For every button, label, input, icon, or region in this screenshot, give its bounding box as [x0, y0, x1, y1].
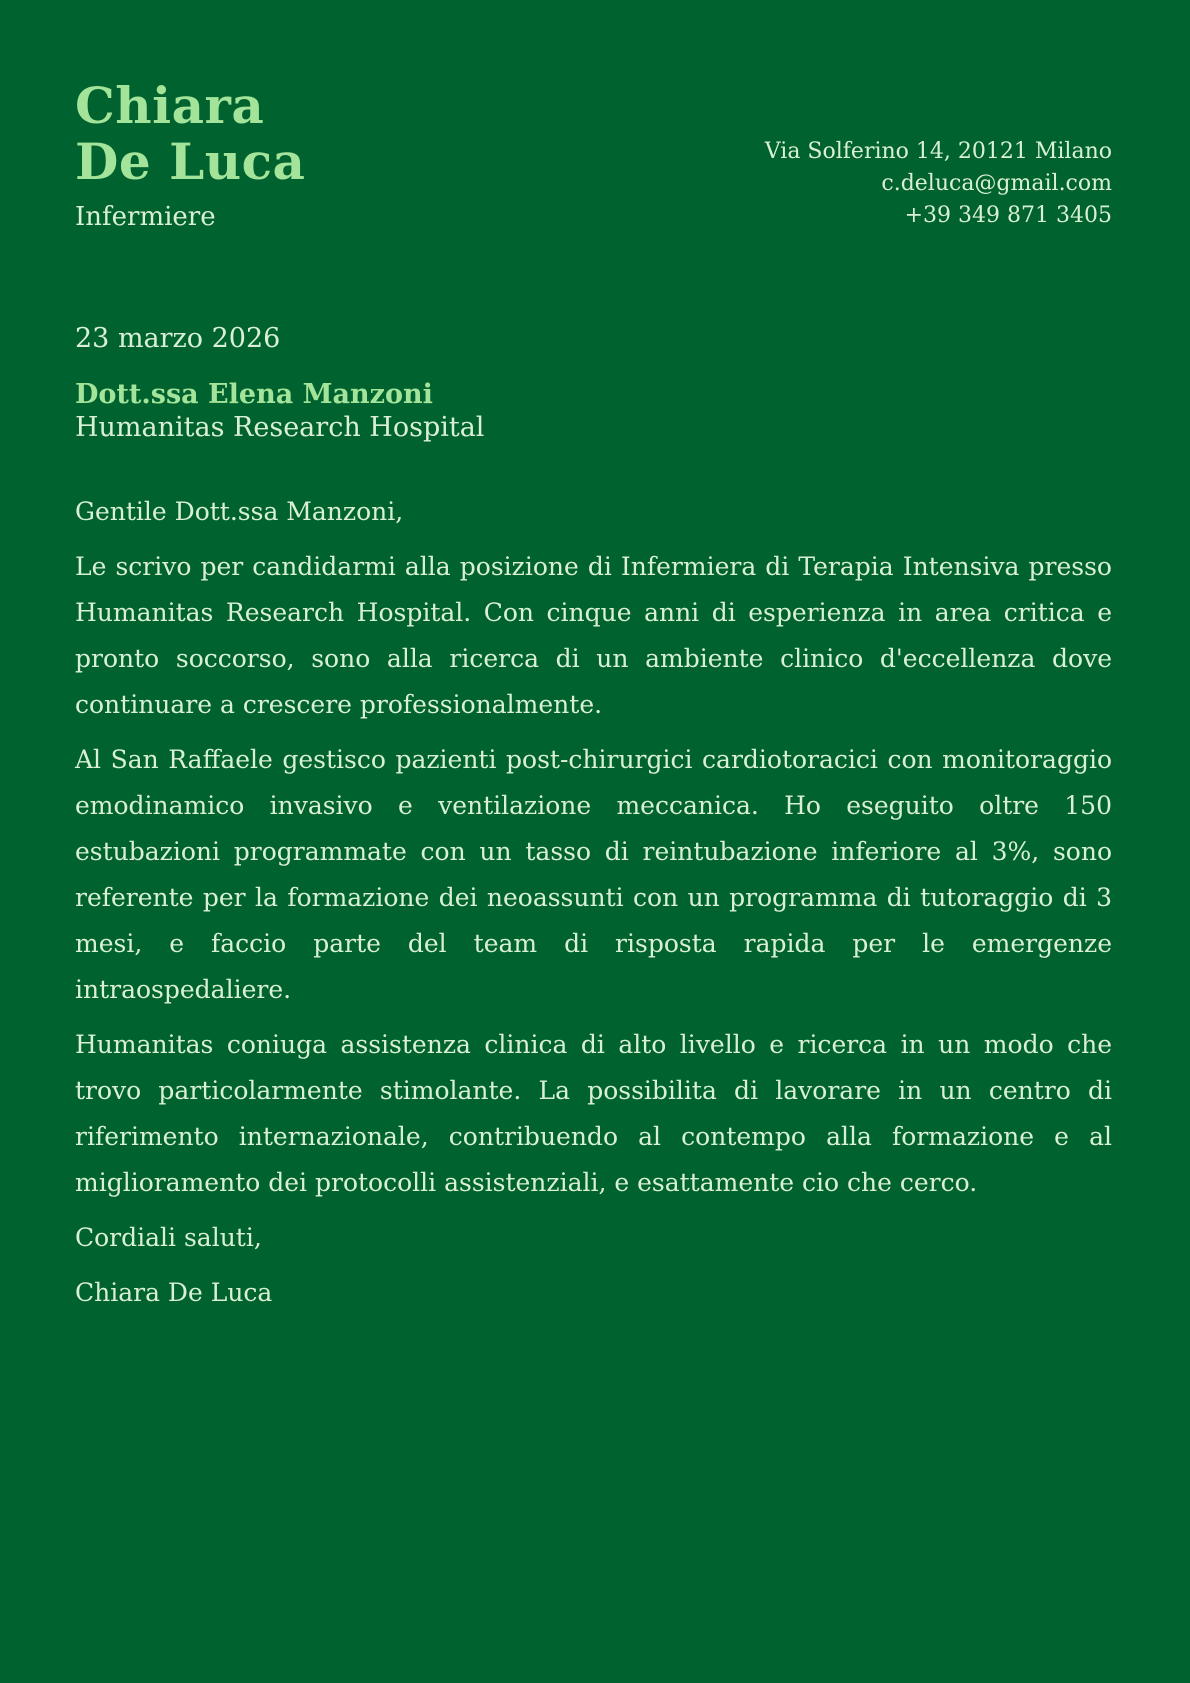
sender-last-name: De Luca: [75, 132, 306, 191]
recipient-name: Dott.ssa Elena Manzoni: [75, 379, 433, 410]
letter-body: [75, 489, 1112, 1316]
sender-job-title: Infermiere: [75, 202, 216, 232]
contact-address: Via Solferino 14, 20121 Milano: [764, 139, 1112, 164]
salutation: Gentile Dott.ssa Manzoni,: [75, 497, 404, 526]
contact-phone: +39 349 871 3405: [904, 203, 1112, 228]
body-paragraph: Al San Raffaele gestisco pazienti post-chirurgici cardiotoracici con monitoraggio emodinamico invasivo e ventilazione meccanica. Ho eseguito oltre 150 estubazioni programmate con un tasso di reintubazione inferiore al 3%, sono referente per la formazione dei neoassunti con un programma di tutoraggio di 3 mesi, e faccio parte del team di risposta rapida per le emergenze intraospedaliere.: [75, 745, 1112, 1004]
sender-name: [75, 78, 305, 190]
letter-date: 23 marzo 2026: [75, 323, 281, 354]
recipient-organization: Humanitas Research Hospital: [75, 412, 485, 443]
contact-email: c.deluca@gmail.com: [881, 171, 1112, 196]
signature: Chiara De Luca: [75, 1278, 273, 1307]
body-paragraph: Le scrivo per candidarmi alla posizione di Infermiera di Terapia Intensiva presso Humanitas Research Hospital. Con cinque anni di esperienza in area critica e pronto soccorso, sono alla ricerca di un ambiente clinico d'eccellenza dove continuare a crescere professionalmente.: [75, 552, 1112, 719]
letter-header: [75, 78, 1112, 232]
sender-first-name: Chiara: [75, 76, 265, 135]
body-paragraph: Humanitas coniuga assistenza clinica di alto livello e ricerca in un modo che trovo particolarmente stimolante. La possibilita di lavorare in un centro di riferimento internazionale, contribuendo al contempo alla formazione e al miglioramento dei protocolli assistenziali, e esattamente cio che cerco.: [75, 1030, 1112, 1197]
contact-block: [765, 136, 1112, 232]
sender-identity: [75, 78, 305, 232]
closing: Cordiali saluti,: [75, 1223, 262, 1252]
recipient-block: [75, 378, 1112, 444]
